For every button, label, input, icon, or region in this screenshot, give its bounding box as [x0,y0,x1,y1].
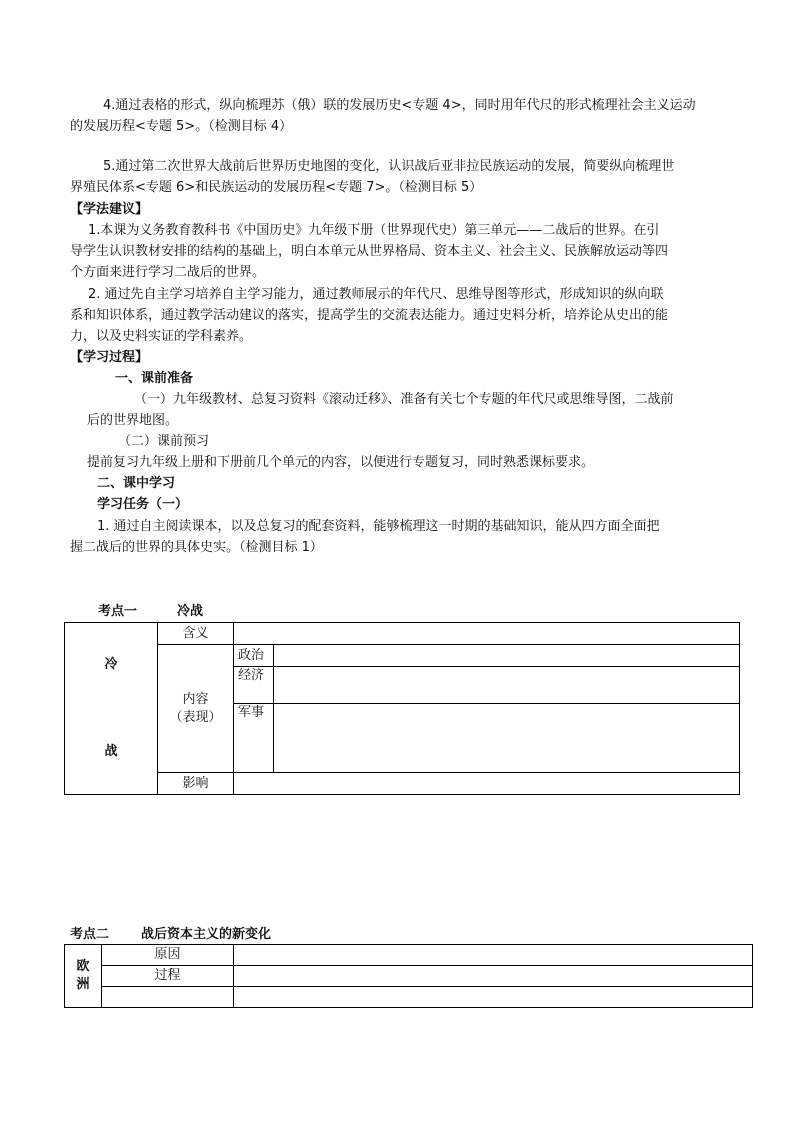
advice-2-line3: 力，以及史料实证的学科素养。 [70,329,253,344]
economy-label: 经济 [234,667,274,704]
process-label: 过程 [102,966,234,987]
influence-label: 影响 [158,773,234,795]
cause-label: 原因 [102,945,234,966]
task-1-line2: 握二战后的世界的具体史实。（检测目标 1） [70,540,323,555]
objective-4-line2: 的发展历程<专题 5>。（检测目标 4） [70,119,293,134]
kaodian-1-label: 考点一 [98,604,138,619]
kaodian-2-title: 战后资本主义的新变化 [141,927,272,942]
influence-cell[interactable] [234,773,740,795]
prep-2-heading: （二）课前预习 [118,434,210,449]
kaodian-1-title: 冷战 [177,604,204,619]
advice-1-line3: 个方面来进行学习二战后的世界。 [70,265,266,280]
advice-1-line1: 1.本课为义务教育教科书《中国历史》九年级下册（世界现代史）第三单元——二战后的世界。在引 [88,223,660,238]
prep-1-line2: 后的世界地图。 [87,413,179,428]
process-cell[interactable] [234,966,753,987]
blank-cell[interactable] [234,987,753,1008]
kaodian-2-label: 考点二 [70,927,110,942]
content-label [158,645,234,773]
objective-5-line2: 界殖民体系<专题 6>和民族运动的发展历程<专题 7>。（检测目标 5） [70,180,483,195]
cold-war-char-1: 冷 [104,657,118,672]
meaning-cell[interactable] [234,623,740,645]
task-1-heading: 学习任务（一） [97,497,189,512]
content-label-line2: （表现） [169,709,222,725]
military-label: 军事 [234,704,274,773]
capitalism-table [64,944,753,1008]
in-class-heading: 二、课中学习 [97,476,176,491]
blank-label-cell[interactable] [102,987,234,1008]
process-heading: 【学习过程】 [70,350,149,365]
politics-label: 政治 [234,645,274,667]
objective-5-line1: 5.通过第二次世界大战前后世界历史地图的变化，认识战后亚非拉民族运动的发展，简要纵向梳理世 [103,159,675,174]
prep-2-text: 提前复习九年级上册和下册前几个单元的内容，以便进行专题复习，同时熟悉课标要求。 [87,455,595,470]
task-1-line1: 1. 通过自主阅读课本，以及总复习的配套资料，能够梳理这一时期的基础知识，能从四方面全面把 [97,519,660,534]
cause-cell[interactable] [234,945,753,966]
cold-war-char-2: 战 [104,744,118,759]
study-advice-heading: 【学法建议】 [70,202,149,217]
objective-4-line1: 4.通过表格的形式，纵向梳理苏（俄）联的发展历史<专题 4>，同时用年代尺的形式梳理社会主义运动 [103,98,696,113]
economy-cell[interactable] [274,667,740,704]
politics-cell[interactable] [274,645,740,667]
europe-side-label [65,945,102,1008]
advice-2-line2: 系和知识体系，通过教学活动建议的落实，提高学生的交流表达能力。通过史料分析，培养论从史出的能 [70,308,669,323]
europe-char-1: 欧 [76,959,90,974]
cold-war-side-label [65,623,158,795]
military-cell[interactable] [274,704,740,773]
meaning-label: 含义 [158,623,234,645]
pre-class-heading: 一、课前准备 [115,371,194,386]
advice-1-line2: 导学生认识教材安排的结构的基础上，明白本单元从世界格局、资本主义、社会主义、民族解放运动等四 [70,244,669,259]
advice-2-line1: 2. 通过先自主学习培养自主学习能力，通过教师展示的年代尺、思维导图等形式，形成知识的纵向联 [88,287,664,302]
prep-1-line1: （一）九年级教材、总复习资料《滚动迁移》、准备有关七个专题的年代尺或思维导图，二战前 [134,392,674,407]
cold-war-table [64,622,740,795]
europe-char-2: 洲 [76,977,90,992]
content-label-line1: 内容 [182,691,209,707]
